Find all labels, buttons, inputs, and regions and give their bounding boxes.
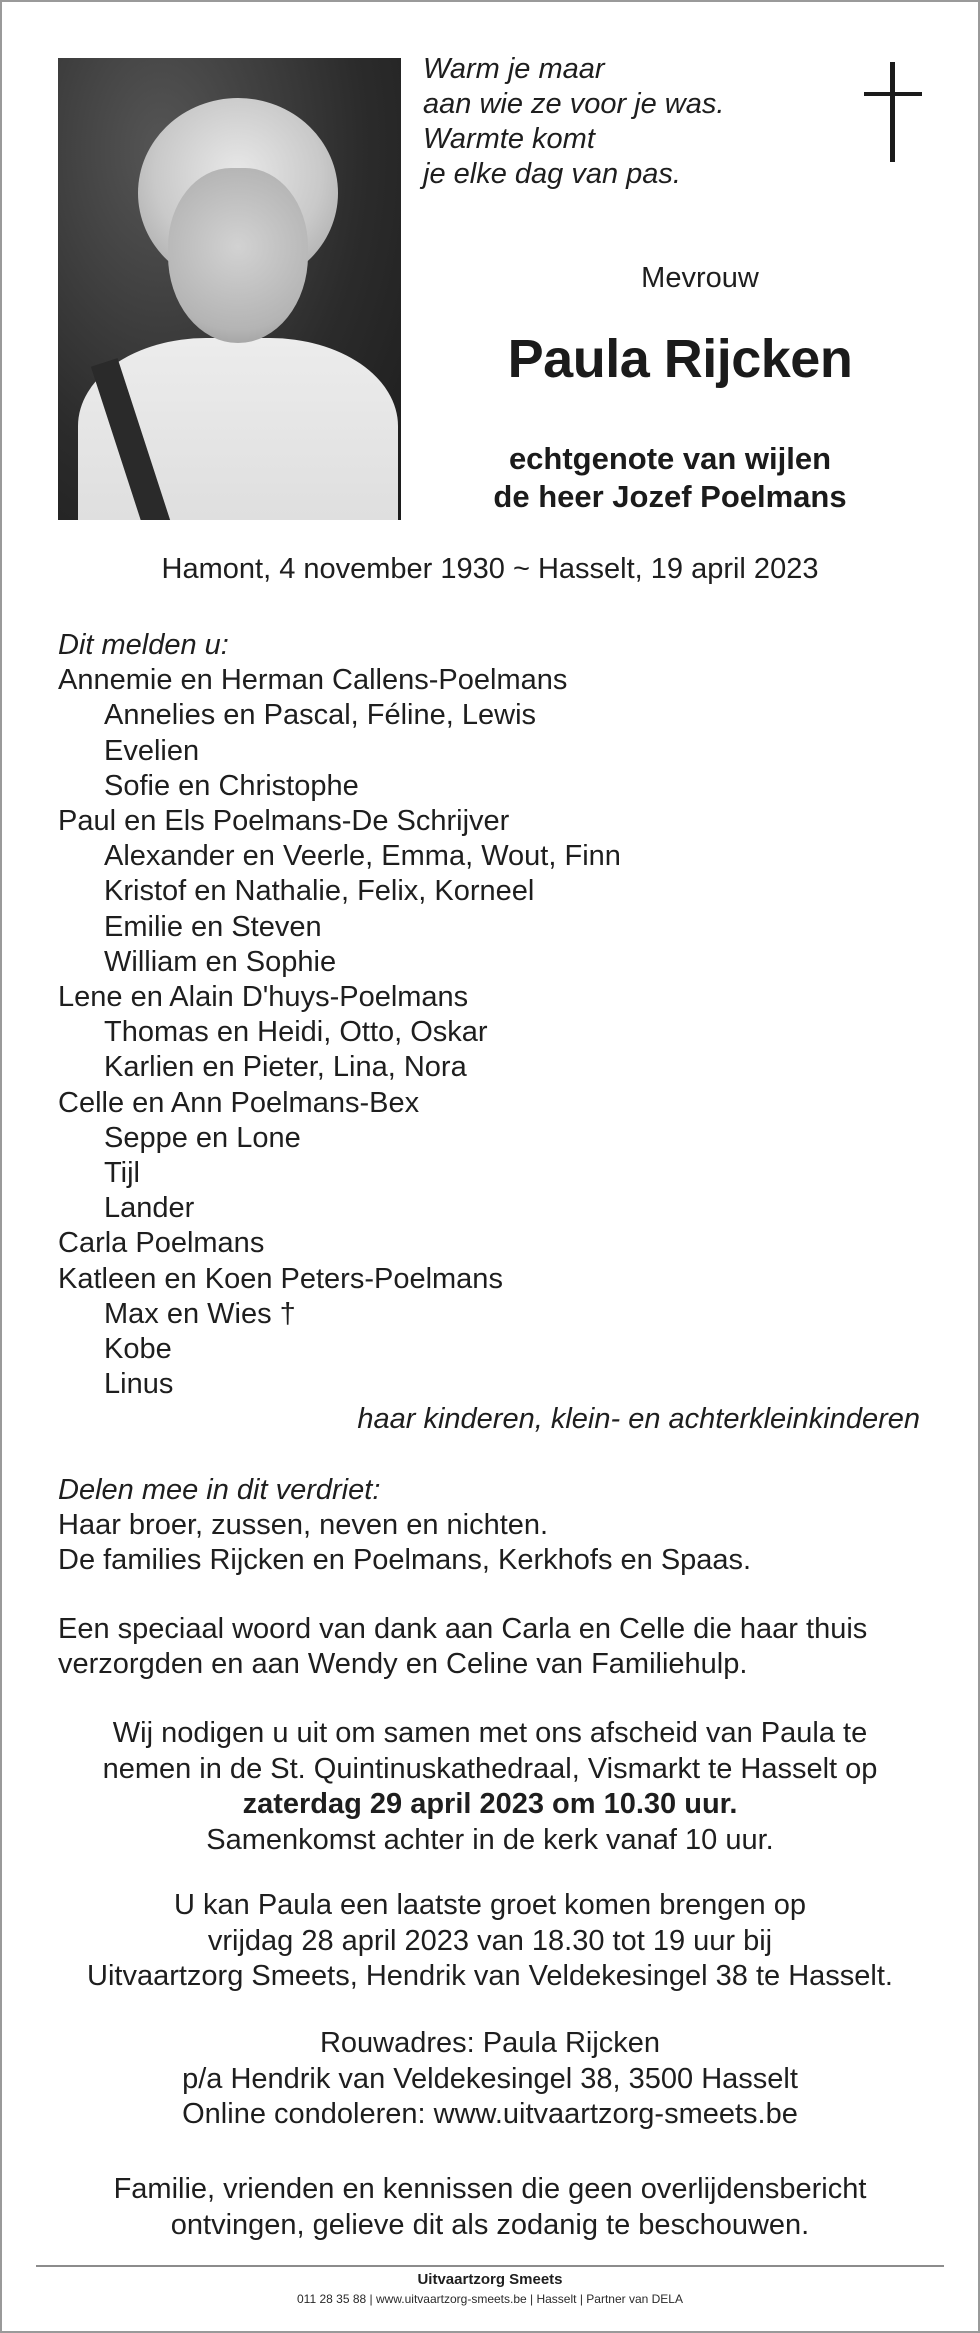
family-member: Alexander en Veerle, Emma, Wout, Finn (104, 840, 621, 873)
family-name: Celle en Ann Poelmans-Bex (58, 1086, 420, 1119)
footer-title: Uitvaartzorg Smeets (417, 2271, 563, 2288)
footer-info: 011 28 35 88 | www.uitvaartzorg-smeets.be | Hasselt | Partner van DELA (297, 2292, 683, 2306)
family-name: Paul en Els Poelmans-De Schrijver (58, 805, 510, 838)
announce-heading: Dit melden u: (58, 629, 229, 661)
portrait-photo (58, 58, 401, 520)
notice-text (40, 2172, 940, 2243)
life-dates: Hamont, 4 november 1930 ~ Hasselt, 19 april 2023 (161, 553, 819, 585)
family-member: William en Sophie (104, 945, 337, 978)
family-member: Lander (104, 1192, 195, 1225)
spouse-line: de heer Jozef Poelmans (493, 479, 847, 514)
family-member: Kobe (104, 1333, 172, 1366)
poem (423, 52, 724, 192)
address-line: Rouwadres: Paula Rijcken (319, 2027, 661, 2059)
share-section (58, 1473, 938, 1579)
family-member: Thomas en Heidi, Otto, Oskar (104, 1016, 488, 1049)
thanks-text: Een speciaal woord van dank aan Carla en Celle die haar thuis verzorgden en aan Wendy en Celine van Familiehulp. (58, 1613, 868, 1681)
family-member: Sofie en Christophe (104, 769, 359, 802)
family-member: Evelien (104, 734, 200, 767)
family-member: Kristof en Nathalie, Felix, Korneel (104, 875, 535, 908)
family-member: Tijl (104, 1157, 140, 1190)
salutation: Mevrouw (641, 262, 759, 294)
family-member: Emilie en Steven (104, 910, 322, 943)
family-member: Linus (104, 1368, 174, 1401)
cross-icon (864, 62, 922, 162)
notice-line: Familie, vrienden en kennissen die geen overlijdensbericht (113, 2173, 867, 2205)
visit-line: Uitvaartzorg Smeets, Hendrik van Veldekesingel 38 te Hasselt. (87, 1960, 893, 1992)
spouse-line: echtgenote van wijlen (508, 441, 832, 476)
poem-line: aan wie ze voor je was. (423, 88, 725, 120)
family-member: Max en Wies † (104, 1297, 296, 1330)
ceremony-line: Samenkomst achter in de kerk vanaf 10 uur. (206, 1823, 774, 1856)
poem-line: je elke dag van pas. (423, 158, 681, 190)
family-signature: haar kinderen, klein- en achterkleinkinderen (357, 1403, 920, 1436)
poem-line: Warm je maar (423, 53, 605, 85)
share-line: Haar broer, zussen, neven en nichten. (58, 1509, 549, 1542)
family-member: Annelies en Pascal, Féline, Lewis (104, 699, 537, 732)
ceremony-info (40, 1716, 940, 1858)
family-name: Lene en Alain D'huys-Poelmans (58, 981, 469, 1014)
visit-info (40, 1888, 940, 1995)
notice-line: ontvingen, gelieve dit als zodanig te beschouwen. (170, 2208, 810, 2241)
deceased-name: Paula Rijcken (507, 329, 853, 389)
address-info (40, 2026, 940, 2133)
announcement-list (58, 628, 938, 1438)
share-heading: Delen mee in dit verdriet: (58, 1474, 381, 1506)
family-member: Karlien en Pieter, Lina, Nora (104, 1051, 467, 1084)
address-line: Online condoleren: www.uitvaartzorg-smeets.be (182, 2098, 798, 2130)
family-member: Seppe en Lone (104, 1121, 301, 1154)
poem-line: Warmte komt (423, 123, 595, 155)
family-name: Annemie en Herman Callens-Poelmans (58, 664, 568, 697)
address-line: p/a Hendrik van Veldekesingel 38, 3500 Hasselt (182, 2062, 798, 2095)
share-line: De families Rijcken en Poelmans, Kerkhofs en Spaas. (58, 1544, 752, 1577)
visit-line: vrijdag 28 april 2023 van 18.30 tot 19 uur bij (207, 1924, 773, 1957)
footer-divider (36, 2265, 944, 2267)
ceremony-date: zaterdag 29 april 2023 om 10.30 uur. (242, 1788, 738, 1820)
ceremony-line: nemen in de St. Quintinuskathedraal, Vismarkt te Hasselt op (102, 1752, 878, 1785)
visit-line: U kan Paula een laatste groet komen brengen op (174, 1889, 806, 1921)
family-name: Carla Poelmans (58, 1227, 265, 1260)
family-name: Katleen en Koen Peters-Poelmans (58, 1262, 503, 1295)
spouse-text (420, 440, 920, 516)
ceremony-line: Wij nodigen u uit om samen met ons afscheid van Paula te (112, 1717, 868, 1749)
